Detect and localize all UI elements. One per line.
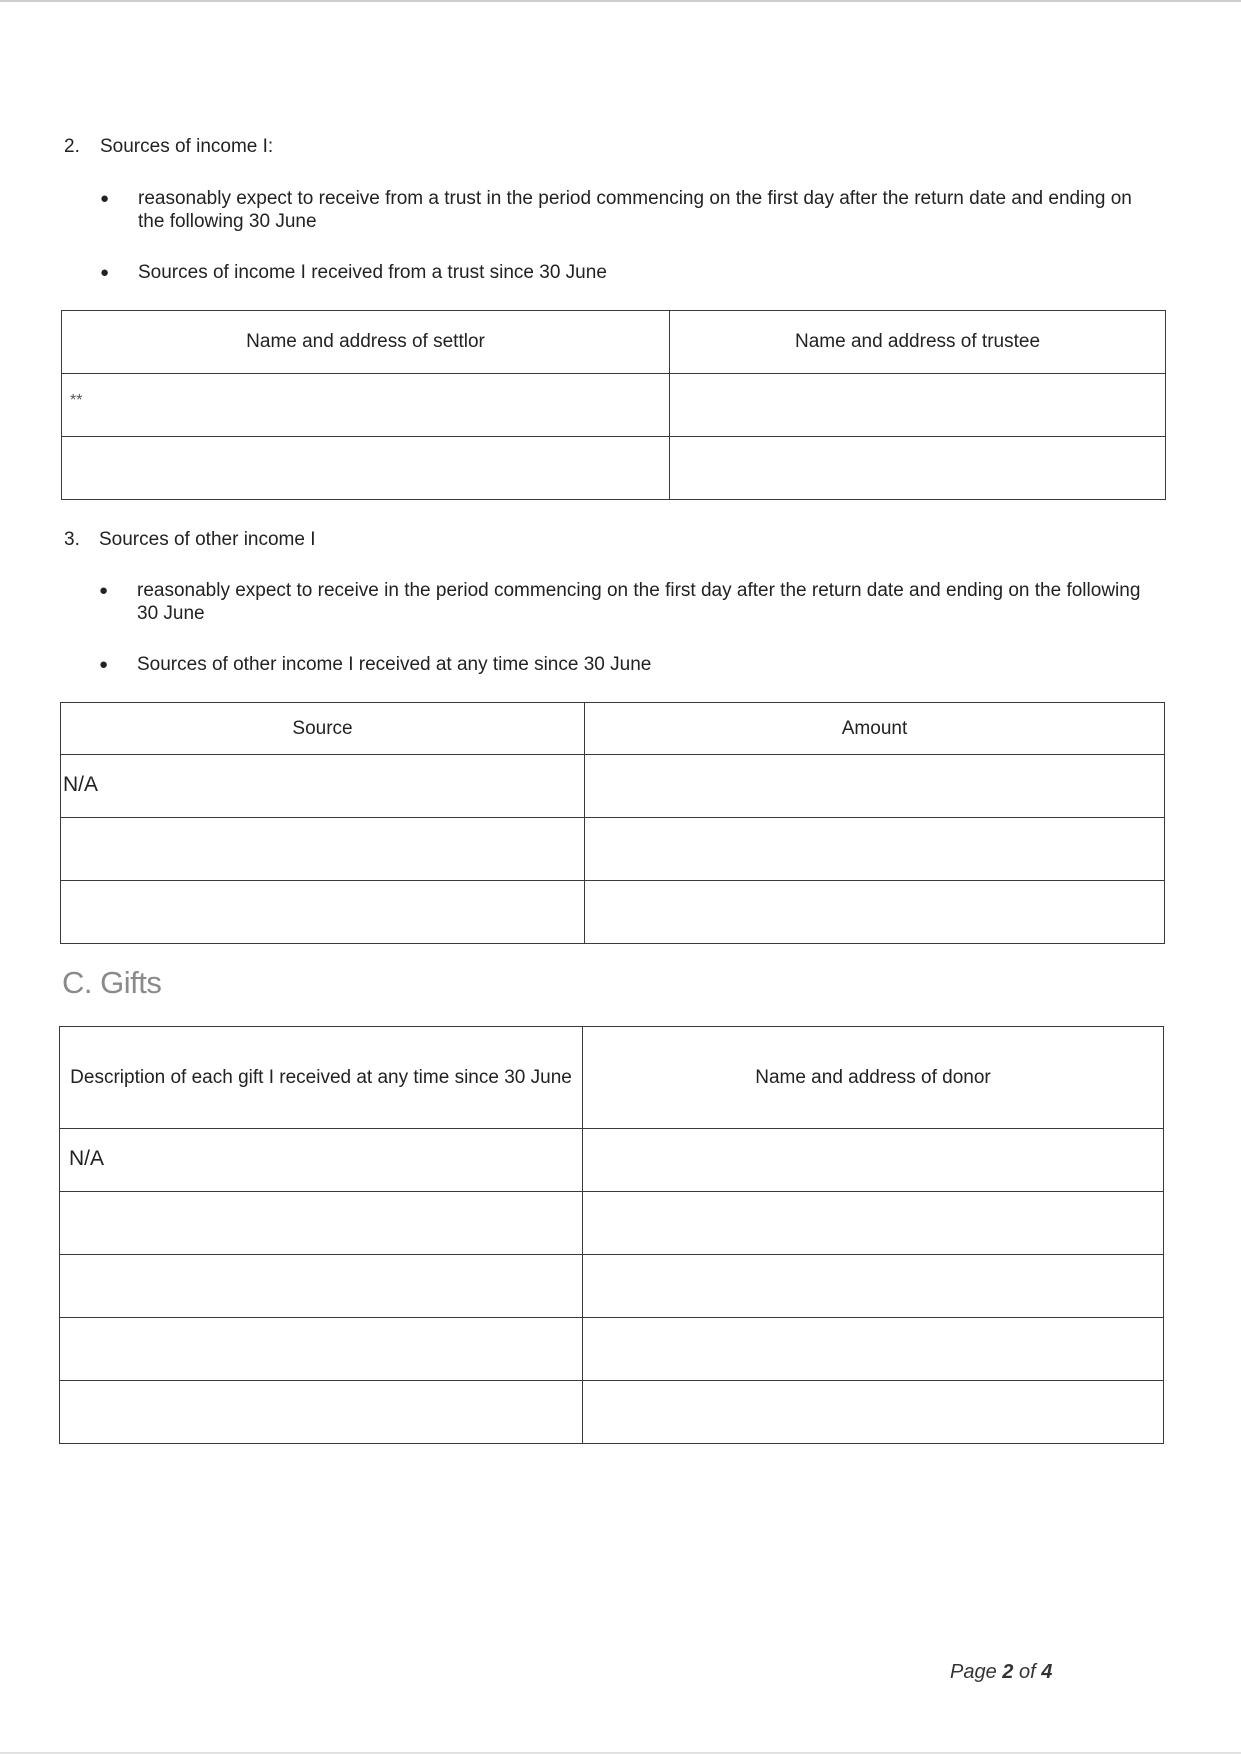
table-header-row bbox=[61, 703, 1165, 755]
section-2-bullet-2-text: Sources of income I received from a trust since 30 June bbox=[138, 262, 607, 283]
donor-cell[interactable] bbox=[583, 1381, 1164, 1444]
donor-header: Name and address of donor bbox=[583, 1027, 1164, 1129]
bullet-dot-icon: ● bbox=[99, 582, 109, 599]
section-3-bullet-2-text: Sources of other income I received at any time since 30 June bbox=[137, 654, 652, 675]
section-2-title: Sources of income I: bbox=[100, 136, 274, 157]
gifts-table bbox=[59, 1026, 1164, 1444]
of-word: of bbox=[1018, 1661, 1036, 1683]
trustee-cell[interactable] bbox=[670, 374, 1166, 437]
trustee-cell[interactable] bbox=[670, 437, 1166, 500]
amount-cell[interactable] bbox=[585, 755, 1165, 818]
trustee-header: Name and address of trustee bbox=[670, 311, 1166, 374]
gift-description-cell[interactable] bbox=[60, 1192, 583, 1255]
page-number bbox=[950, 1661, 1052, 1684]
amount-cell[interactable] bbox=[585, 881, 1165, 944]
gift-description-cell[interactable] bbox=[60, 1381, 583, 1444]
gifts-section-title: C. Gifts bbox=[62, 965, 162, 1000]
table-row bbox=[60, 1381, 1164, 1444]
table-header-row bbox=[62, 311, 1166, 374]
bullet-dot-icon: ● bbox=[99, 656, 109, 673]
settlor-cell[interactable] bbox=[62, 437, 670, 500]
donor-cell[interactable] bbox=[583, 1192, 1164, 1255]
bottom-border bbox=[0, 1752, 1241, 1754]
table-row bbox=[60, 1129, 1164, 1192]
current-page: 2 bbox=[1002, 1661, 1014, 1683]
source-cell[interactable] bbox=[61, 818, 585, 881]
amount-header: Amount bbox=[585, 703, 1165, 755]
total-pages: 4 bbox=[1041, 1661, 1053, 1683]
table-row bbox=[60, 1255, 1164, 1318]
donor-cell[interactable] bbox=[583, 1318, 1164, 1381]
section-2-bullet-2 bbox=[100, 261, 1148, 284]
section-3-bullet-1-text: reasonably expect to receive in the period commencing on the first day after the return date and ending on the following 30 June bbox=[137, 580, 1141, 624]
donor-cell[interactable] bbox=[583, 1255, 1164, 1318]
gift-description-cell[interactable] bbox=[60, 1318, 583, 1381]
settlor-header: Name and address of settlor bbox=[62, 311, 670, 374]
gift-description-cell[interactable]: N/A bbox=[60, 1129, 583, 1192]
bullet-dot-icon: ● bbox=[100, 190, 110, 207]
page-word: Page bbox=[950, 1661, 997, 1683]
section-2-heading bbox=[64, 136, 273, 158]
table-row bbox=[62, 374, 1166, 437]
gift-description-cell[interactable] bbox=[60, 1255, 583, 1318]
source-cell[interactable]: N/A bbox=[61, 755, 585, 818]
section-3-heading bbox=[64, 529, 316, 551]
table-row bbox=[61, 755, 1165, 818]
top-border bbox=[0, 0, 1241, 2]
section-3-title: Sources of other income I bbox=[99, 529, 316, 550]
section-3-number: 3. bbox=[64, 529, 80, 550]
amount-cell[interactable] bbox=[585, 818, 1165, 881]
settlor-cell[interactable]: ** bbox=[62, 374, 670, 437]
source-cell[interactable] bbox=[61, 881, 585, 944]
table-row bbox=[61, 818, 1165, 881]
section-3-bullet-2 bbox=[99, 653, 1157, 676]
table-row bbox=[60, 1192, 1164, 1255]
section-2-number: 2. bbox=[64, 136, 80, 157]
table-header-row bbox=[60, 1027, 1164, 1129]
section-2-bullet-1-text: reasonably expect to receive from a trust in the period commencing on the first day after the return date and ending on the following 30 June bbox=[138, 188, 1132, 232]
section-3-bullet-1 bbox=[99, 579, 1157, 625]
source-header: Source bbox=[61, 703, 585, 755]
bullet-dot-icon: ● bbox=[100, 264, 110, 281]
trust-income-table bbox=[61, 310, 1166, 500]
table-row bbox=[60, 1318, 1164, 1381]
donor-cell[interactable] bbox=[583, 1129, 1164, 1192]
table-row bbox=[62, 437, 1166, 500]
other-income-table bbox=[60, 702, 1165, 944]
section-2-bullet-1 bbox=[100, 187, 1148, 233]
gift-description-header: Description of each gift I received at any time since 30 June bbox=[60, 1027, 583, 1129]
table-row bbox=[61, 881, 1165, 944]
